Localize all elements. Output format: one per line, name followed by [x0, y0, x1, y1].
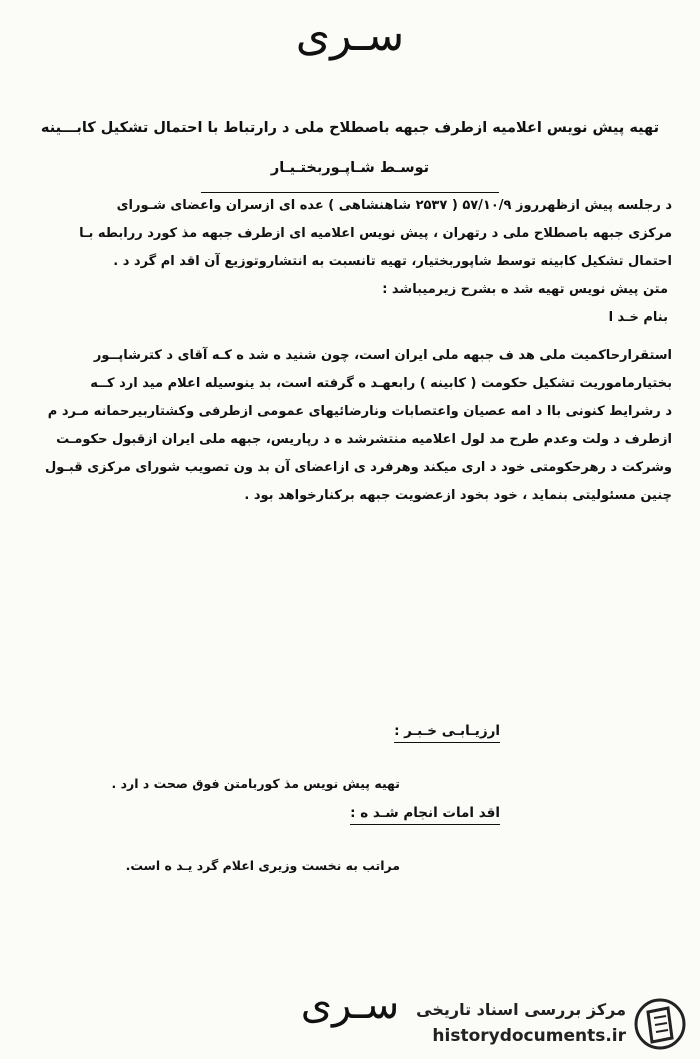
- document-subject: [40, 108, 660, 193]
- body-salutation: بنام خـد ا: [608, 310, 668, 325]
- body-p2-line-1: استقرارحاکمیت ملی هد ف جبهه ملی ایران است، چون شنید ه شد ه کـه آقای د کترشاپــور: [93, 348, 672, 363]
- actions-heading: اقد امات انجام شـد ه :: [350, 805, 500, 821]
- body-p2-line-3: د رشرایط کنونی باا د امه عصیان واعتصابات ونارضائیهای عمومی ازطرفی وکشتاربیرحمانه مـرد م: [47, 404, 672, 419]
- subject-line-1: تهیه پیش نویس اعلامیه ازطرف جبهه باصطلاح ملی د رارتباط با احتمال تشکیل کابـــینه: [40, 120, 660, 136]
- body-p2-line-6: چنین مسئولیتی بنماید ، خود بخود ازعضویت جبهه برکنارخواهد بود .: [244, 488, 672, 503]
- body-p2-line-2: بختیارماموریت تشکیل حکومت ( کابینه ) رابعهـد ه گرفته است، بد ینوسیله اعلام مید ارد کــه: [90, 376, 672, 391]
- actions-text: مراتب به نخست وزیری اعلام گرد یـد ه است.: [125, 858, 400, 873]
- subject-line-2: توسـط شـاپـوربختـیـار: [201, 148, 499, 193]
- body-p2-line-4: ازطرف د ولت وعدم طرح مد لول اعلامیه منتشرشد ه د رپاریس، جبهه ملی ایران ازقبول حکومـت: [56, 432, 672, 447]
- classification-stamp-top: سـری: [295, 10, 405, 61]
- evaluation-heading: ارزیـابـی خـبـر :: [394, 723, 500, 739]
- classification-stamp-bottom: سـری: [300, 982, 400, 1028]
- watermark-url: historydocuments.ir: [432, 1026, 626, 1046]
- watermark-name: مرکز بررسی اسناد تاریخی: [416, 1000, 626, 1019]
- archive-logo-icon: [634, 998, 686, 1050]
- body-p1-line-1: د رجلسه پیش ازظهرروز ۵۷/۱۰/۹ ( ۲۵۳۷ شاهنشاهی ) عده ای ازسران واعضای شـورای: [116, 198, 672, 213]
- body-intro: متن پیش نویس تهیه شد ه بشرح زیرمیباشد :: [382, 282, 668, 297]
- archive-watermark: [360, 996, 690, 1056]
- body-p2-line-5: وشرکت د رهرحکومتی خود د اری میکند وهرفرد ی ازاعضای آن بد ون تصویب شورای مرکزی قبـول: [44, 460, 672, 475]
- body-p1-line-2: مرکزی جبهه باصطلاح ملی د رتهران ، پیش نویس اعلامیه ای ازطرف جبهه مذ کورد ررابطه بـا: [79, 226, 672, 241]
- body-p1-line-3: احتمال تشکیل کابینه توسط شاپوربختیار، تهیه تانسبت به انتشاروتوزیع آن اقد ام گرد د .: [113, 254, 672, 269]
- document-body: [30, 192, 672, 510]
- evaluation-text: تهیه پیش نویس مذ کوربامتن فوق صحت د ارد .: [111, 776, 400, 791]
